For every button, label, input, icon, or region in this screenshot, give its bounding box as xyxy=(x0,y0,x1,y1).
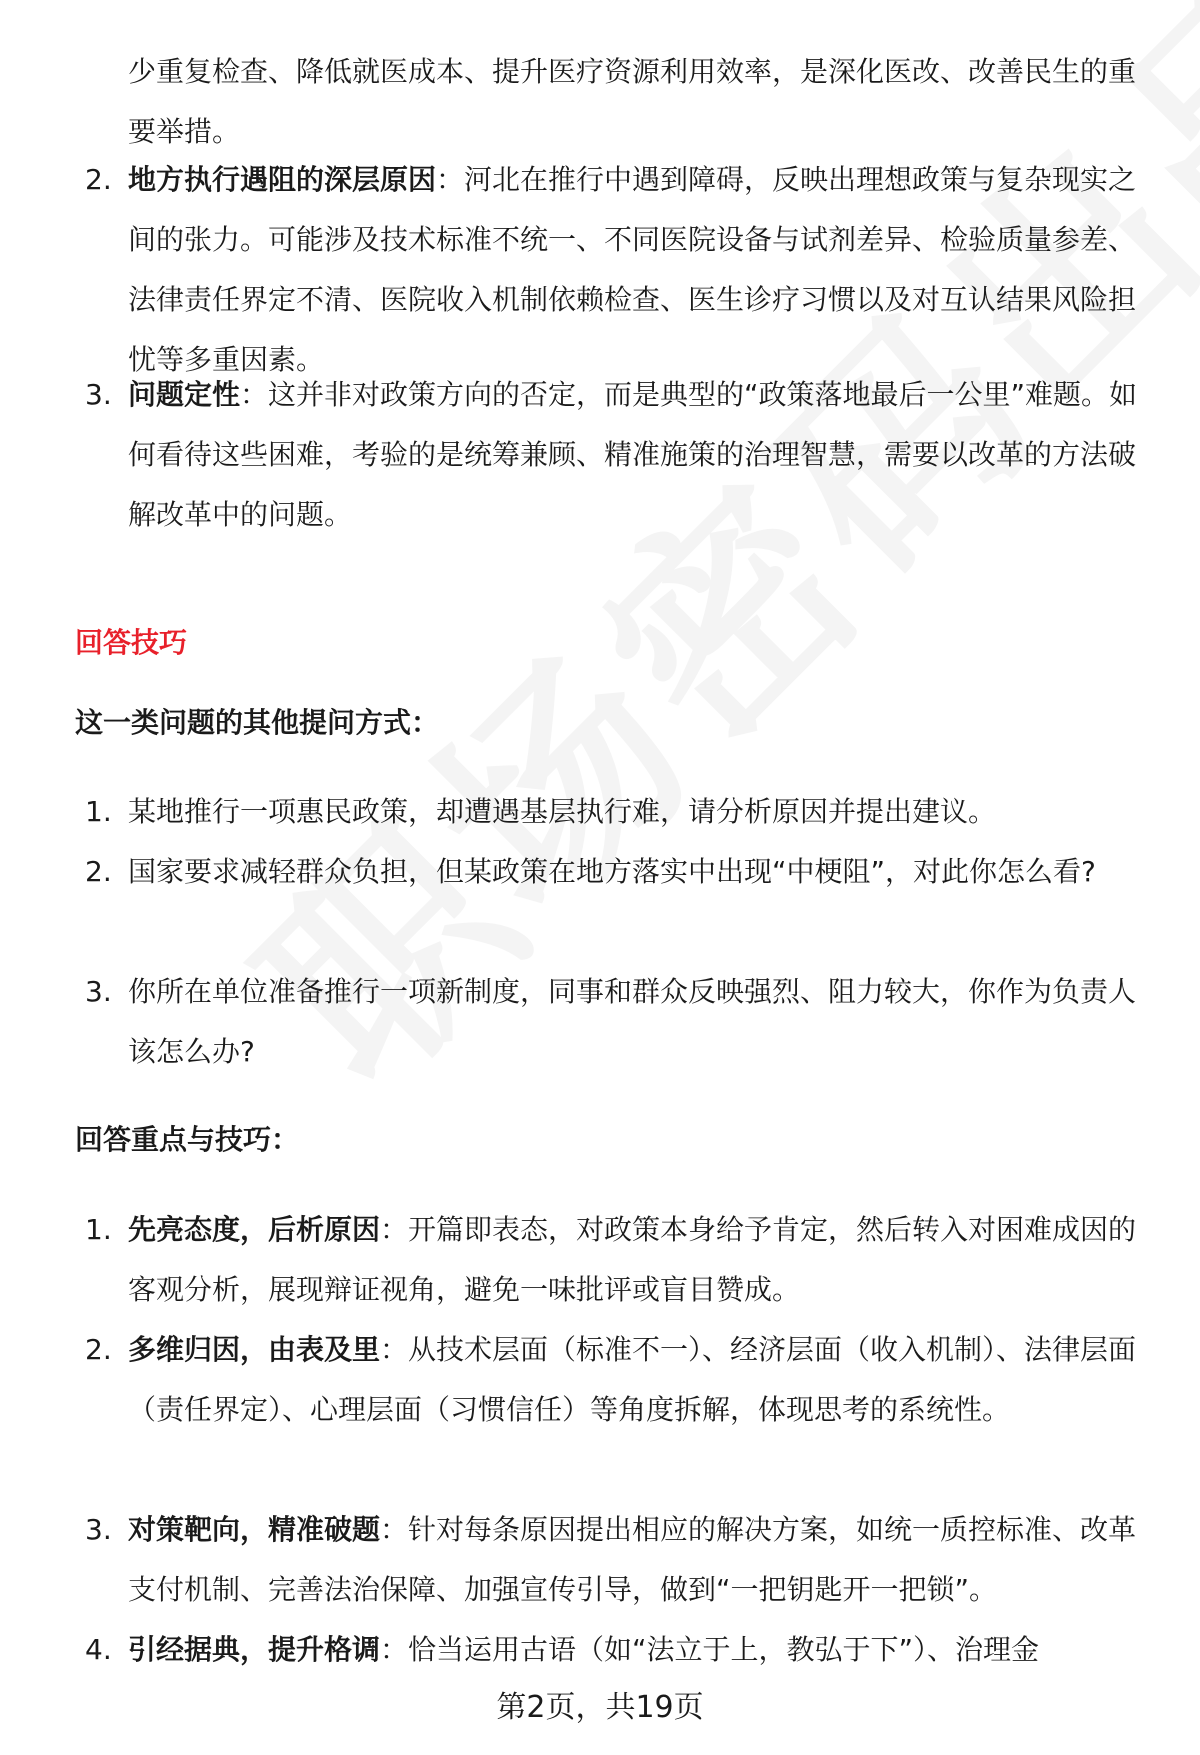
tips-heading: 回答重点与技巧： xyxy=(75,1123,300,1156)
item-bold-title: 问题定性 xyxy=(128,378,241,411)
question-item xyxy=(85,842,1145,902)
item-bold-title: 地方执行遇阻的深层原因 xyxy=(128,163,437,196)
item-bold-title: 对策靶向，精准破题 xyxy=(128,1513,381,1546)
analysis-item xyxy=(85,365,1145,545)
item-text: 你所在单位准备推行一项新制度，同事和群众反映强烈、阻力较大，你作为负责人该怎么办? xyxy=(128,975,1137,1068)
item-bold-title: 引经据典，提升格调 xyxy=(128,1633,381,1666)
item-text: 国家要求减轻群众负担，但某政策在地方落实中出现“中梗阻”，对此你怎么看? xyxy=(128,855,1096,888)
tip-item xyxy=(85,1320,1145,1440)
section-title: 回答技巧 xyxy=(75,626,188,659)
item-number: 1. xyxy=(85,795,112,828)
item-number: 3. xyxy=(85,1513,112,1546)
tip-item xyxy=(85,1620,1145,1680)
tip-item xyxy=(85,1200,1145,1320)
question-item xyxy=(85,782,1145,842)
item-text: ：针对每条原因提出相应的解决方案，如统一质控标准、改革支付机制、完善法治保障、加强宣传引导，做到“一把钥匙开一把锁”。 xyxy=(128,1513,1137,1606)
item-text: ：开篇即表态，对政策本身给予肯定，然后转入对困难成因的客观分析，展现辩证视角，避免一味批评或盲目赞成。 xyxy=(128,1213,1137,1306)
intro-tail-text: 少重复检查、降低就医成本、提升医疗资源利用效率，是深化医改、改善民生的重要举措。 xyxy=(128,55,1137,148)
item-bold-title: 多维归因，由表及里 xyxy=(128,1333,381,1366)
page-footer: 第2页，共19页 xyxy=(496,1690,704,1725)
item-text: ：从技术层面（标准不一）、经济层面（收入机制）、法律层面（责任界定）、心理层面（习惯信任）等角度拆解，体现思考的系统性。 xyxy=(128,1333,1137,1426)
item-bold-title: 先亮态度，后析原因 xyxy=(128,1213,381,1246)
item-text: ：这并非对政策方向的否定，而是典型的“政策落地最后一公里”难题。如何看待这些困难，考验的是统筹兼顾、精准施策的治理智慧，需要以改革的方法破解改革中的问题。 xyxy=(128,378,1138,531)
intro-tail-paragraph xyxy=(85,42,1145,162)
item-text: ：恰当运用古语（如“法立于上，教弘于下”）、治理金 xyxy=(380,1633,1040,1666)
item-number: 2. xyxy=(85,1333,112,1366)
item-number: 1. xyxy=(85,1213,112,1246)
item-number: 3. xyxy=(85,378,112,411)
item-number: 2. xyxy=(85,163,112,196)
tip-item xyxy=(85,1500,1145,1620)
item-number: 4. xyxy=(85,1633,112,1666)
item-text: ：河北在推行中遇到障碍，反映出理想政策与复杂现实之间的张力。可能涉及技术标准不统一、不同医院设备与试剂差异、检验质量参差、法律责任界定不清、医院收入机制依赖检查、医生诊疗习惯以及对互认结果风险担忧等多重因素。 xyxy=(128,163,1137,376)
other-questions-heading: 这一类问题的其他提问方式： xyxy=(75,706,440,739)
item-number: 2. xyxy=(85,855,112,888)
item-number: 3. xyxy=(85,975,112,1008)
question-item xyxy=(85,962,1145,1082)
item-text: 某地推行一项惠民政策，却遭遇基层执行难，请分析原因并提出建议。 xyxy=(128,795,997,828)
analysis-item xyxy=(85,150,1145,390)
